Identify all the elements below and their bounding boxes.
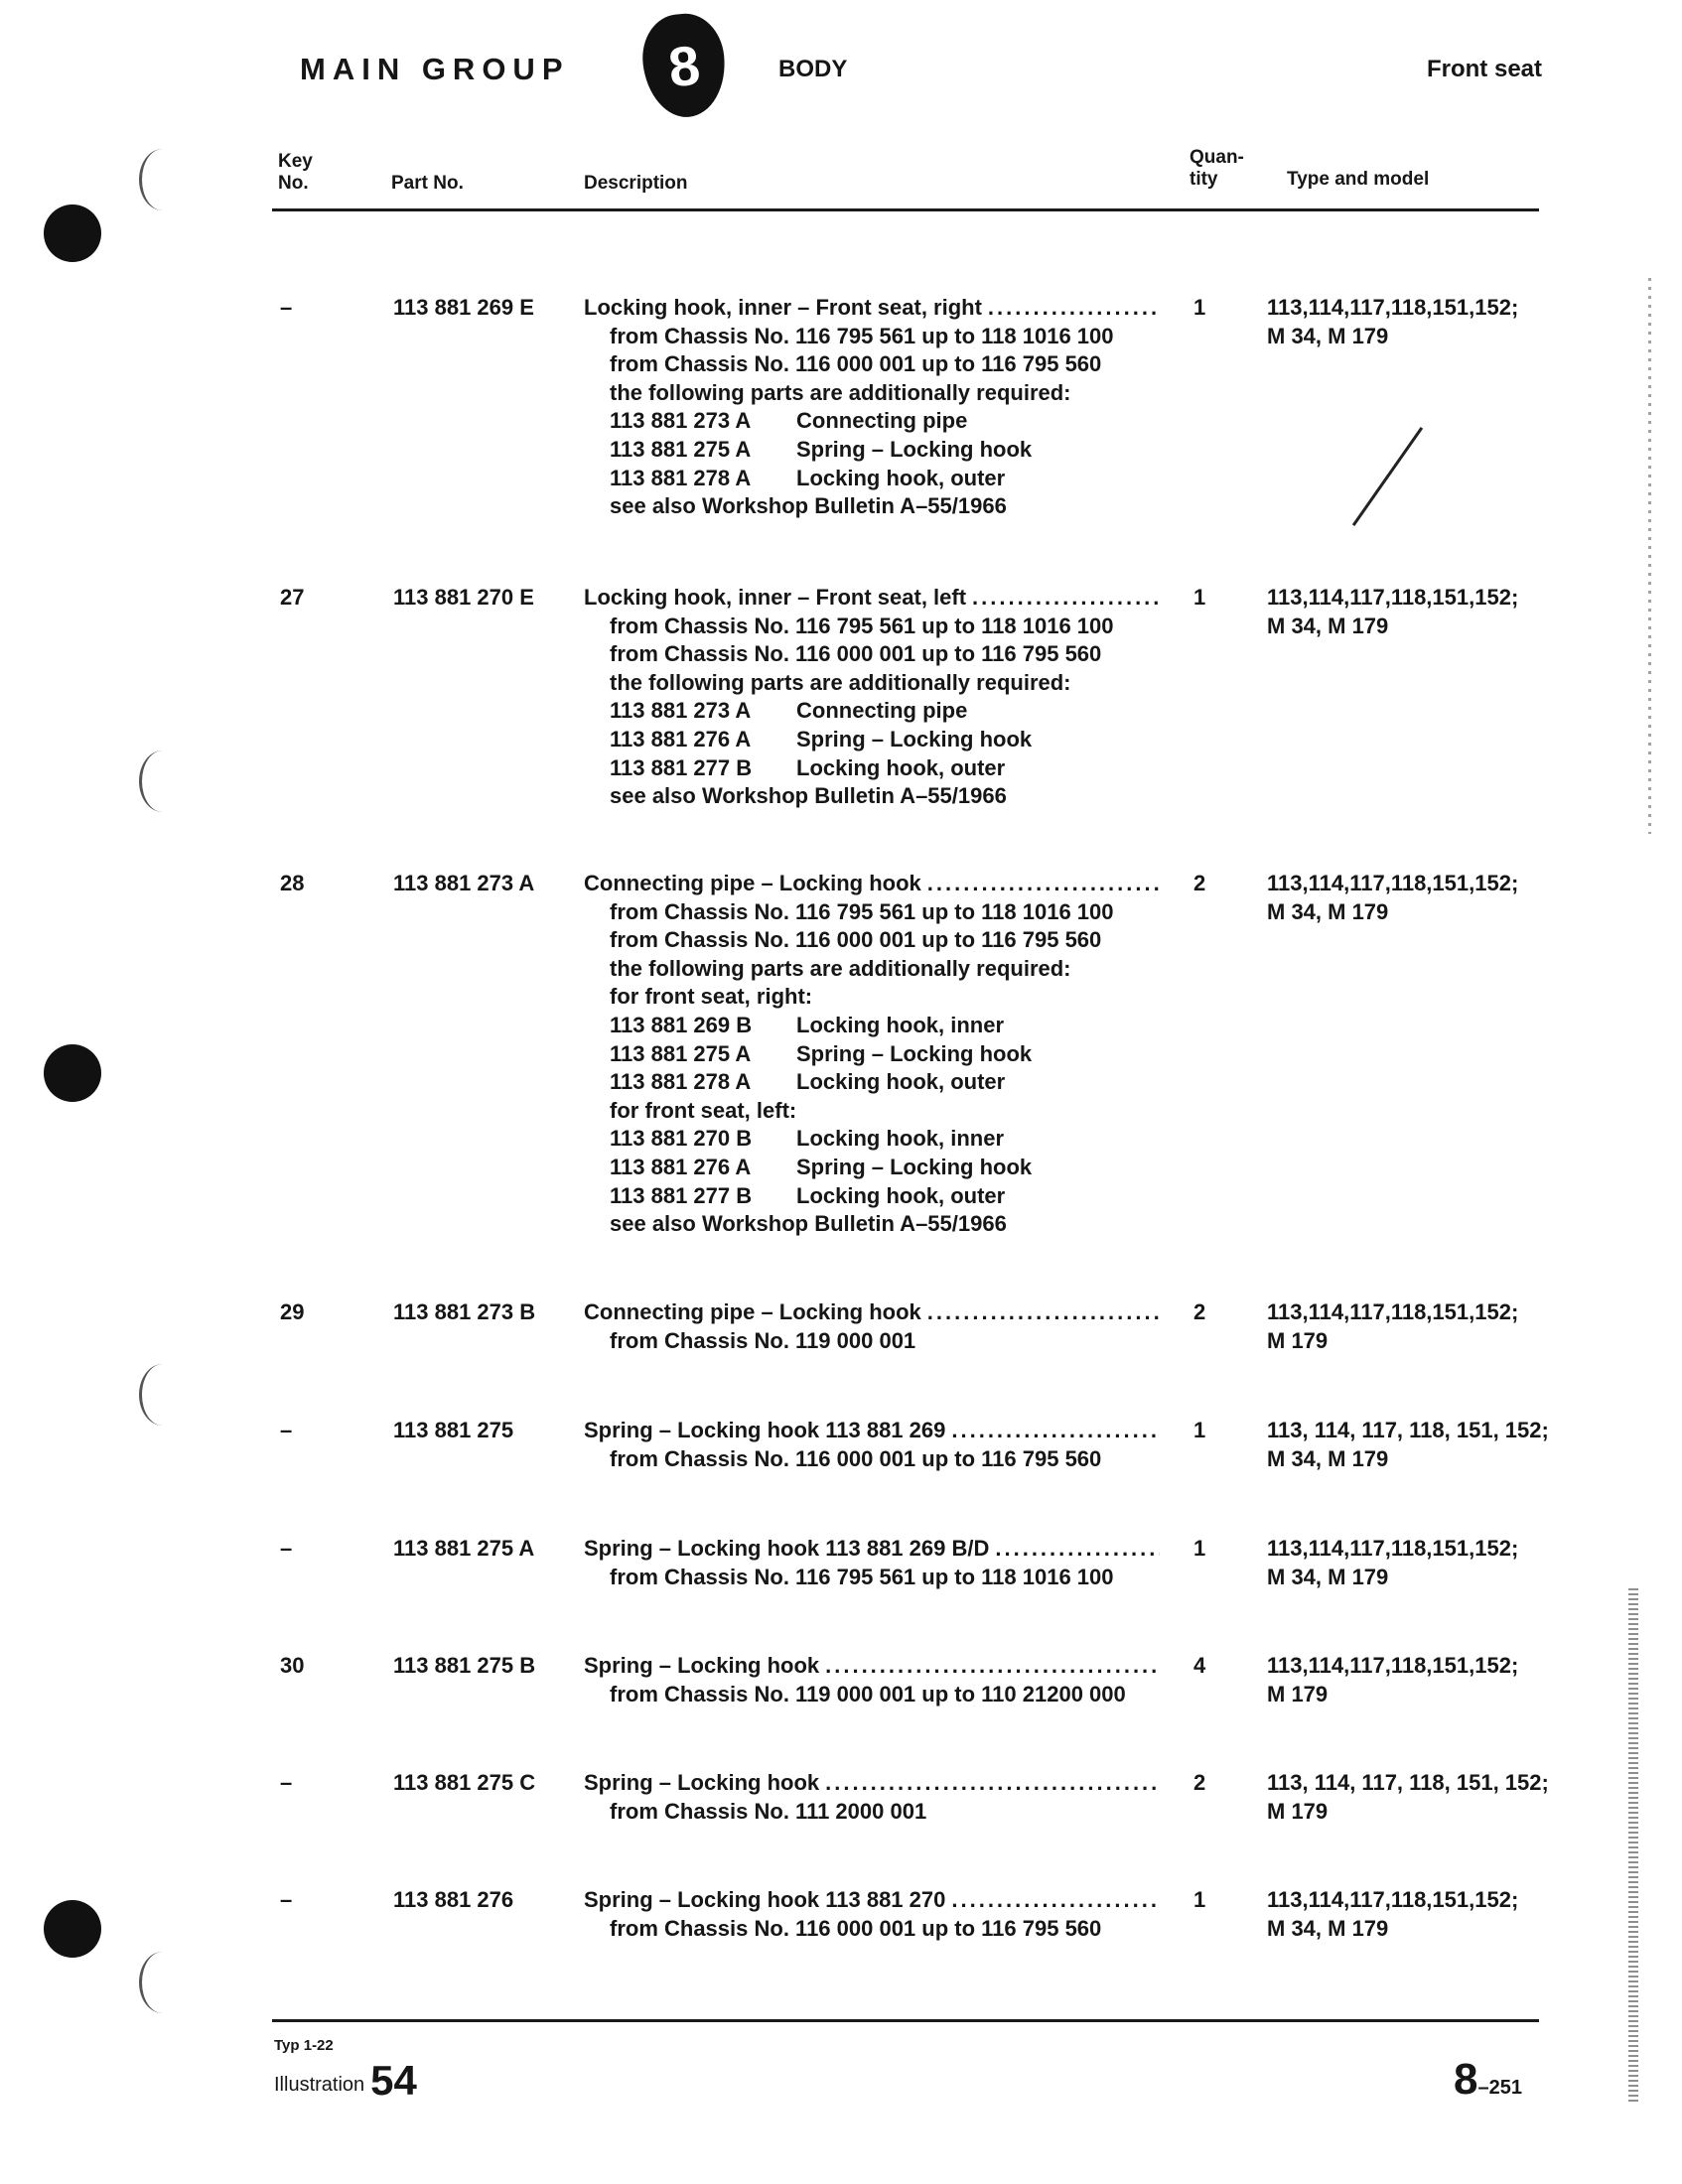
part-number: 113 881 269 E: [393, 295, 534, 320]
description-line: see also Workshop Bulletin A–55/1966: [610, 1211, 1007, 1237]
quantity: 1: [1193, 1536, 1206, 1561]
description: [584, 1886, 1160, 1943]
description-line: from Chassis No. 116 795 561 up to 118 1016 100: [610, 613, 1114, 638]
column-header-description: Description: [584, 173, 688, 194]
leader-dots: [988, 294, 1160, 323]
additional-part-description: Spring – Locking hook: [796, 1040, 1033, 1066]
column-header-part: Part No.: [391, 173, 464, 194]
additional-part-number: 113 881 275 A: [610, 436, 752, 462]
quantity: 2: [1193, 1770, 1206, 1795]
scan-noise: [1628, 1588, 1638, 2105]
additional-part-description: Locking hook, inner: [796, 1012, 1005, 1037]
description: [584, 584, 1160, 811]
description-title-line: [584, 294, 1160, 323]
part-number: 113 881 275 B: [393, 1653, 536, 1678]
description-title: Locking hook, inner – Front seat, left: [584, 585, 967, 610]
quantity: 2: [1193, 1299, 1206, 1324]
pen-mark: [1352, 427, 1423, 526]
additional-part-line: [584, 1012, 1160, 1040]
description: [584, 1769, 1160, 1826]
model-line: 113,114,117,118,151,152;: [1267, 871, 1519, 895]
description: [584, 870, 1160, 1239]
description-line: see also Workshop Bulletin A–55/1966: [610, 783, 1007, 809]
model-line: M 34, M 179: [1267, 1915, 1389, 1941]
description-line: from Chassis No. 116 000 001 up to 116 795 560: [610, 351, 1102, 377]
model-line: M 179: [1267, 1798, 1329, 1824]
column-header-quantity-line2: tity: [1190, 169, 1218, 190]
description-title-line: [584, 1652, 1160, 1681]
model-line: M 179: [1267, 1681, 1329, 1706]
description-line: from Chassis No. 116 000 001 up to 116 795 560: [610, 1445, 1102, 1471]
footer-illustration: [274, 2057, 417, 2105]
additional-part-description: Locking hook, outer: [796, 1069, 1006, 1095]
description-line: from Chassis No. 111 2000 001: [610, 1798, 927, 1824]
binder-ring-mark: [139, 751, 186, 812]
additional-part-line: [584, 436, 1160, 465]
additional-part-number: 113 881 277 B: [610, 754, 753, 780]
additional-part-description: Connecting pipe: [796, 698, 968, 724]
additional-part-line: [584, 754, 1160, 783]
group-name: BODY: [778, 56, 848, 82]
additional-part-description: Locking hook, outer: [796, 1182, 1006, 1208]
footer-rule: [272, 2019, 1539, 2022]
column-header-key-line2: No.: [278, 173, 309, 194]
model-line: M 34, M 179: [1267, 323, 1389, 348]
description: [584, 1535, 1160, 1591]
group-number-badge: 8: [638, 10, 730, 121]
additional-part-number: 113 881 278 A: [610, 465, 752, 490]
part-number: 113 881 275 A: [393, 1536, 535, 1561]
type-and-model: [1267, 1652, 1565, 1708]
leader-dots: [927, 1298, 1160, 1327]
description-title-line: [584, 870, 1160, 898]
model-line: M 34, M 179: [1267, 898, 1389, 924]
description-line: from Chassis No. 116 795 561 up to 118 1016 100: [610, 898, 1114, 924]
column-header-key: [278, 151, 313, 195]
model-line: 113, 114, 117, 118, 151, 152;: [1267, 1770, 1549, 1795]
scan-noise: [1648, 278, 1651, 834]
key-number: –: [280, 1887, 293, 1912]
description: [584, 1417, 1160, 1473]
description: [584, 1298, 1160, 1355]
additional-part-line: [584, 1068, 1160, 1097]
section-title: Front seat: [1426, 56, 1542, 82]
binder-ring-mark: [139, 1952, 186, 2013]
description-title-line: [584, 584, 1160, 613]
page-group: 8: [1454, 2055, 1478, 2104]
description-title-line: [584, 1417, 1160, 1445]
header-rule: [272, 208, 1539, 211]
leader-dots: [972, 584, 1160, 613]
column-header-quantity: [1190, 147, 1244, 191]
description-title-line: [584, 1769, 1160, 1798]
footer-type: Typ 1-22: [274, 2037, 334, 2054]
part-number: 113 881 275: [393, 1418, 514, 1442]
quantity: 1: [1193, 295, 1206, 320]
key-number: –: [280, 1536, 293, 1561]
quantity: 1: [1193, 1887, 1206, 1912]
model-line: 113,114,117,118,151,152;: [1267, 1887, 1519, 1912]
additional-part-line: [584, 1125, 1160, 1154]
description-title: Locking hook, inner – Front seat, right: [584, 295, 982, 320]
additional-part-line: [584, 726, 1160, 754]
key-number: 28: [280, 871, 305, 895]
key-number: –: [280, 1770, 293, 1795]
type-and-model: [1267, 584, 1565, 640]
additional-part-description: Spring – Locking hook: [796, 436, 1033, 462]
description-line: from Chassis No. 119 000 001: [610, 1327, 916, 1353]
quantity: 1: [1193, 585, 1206, 610]
additional-part-description: Locking hook, outer: [796, 465, 1006, 490]
description-title: Spring – Locking hook 113 881 270: [584, 1887, 946, 1912]
additional-part-line: [584, 1154, 1160, 1182]
key-number: –: [280, 1418, 293, 1442]
description-title-line: [584, 1535, 1160, 1564]
leader-dots: [951, 1417, 1160, 1445]
additional-part-line: [584, 407, 1160, 436]
additional-part-number: 113 881 273 A: [610, 408, 752, 434]
quantity: 4: [1193, 1653, 1206, 1678]
column-header-quantity-line1: Quan-: [1190, 147, 1244, 168]
main-group-heading: MAIN GROUP: [300, 52, 570, 86]
additional-part-line: [584, 1040, 1160, 1069]
model-line: 113,114,117,118,151,152;: [1267, 295, 1519, 320]
additional-part-number: 113 881 276 A: [610, 726, 752, 751]
leader-dots: [927, 870, 1160, 898]
additional-part-number: 113 881 275 A: [610, 1040, 752, 1066]
description-title: Connecting pipe – Locking hook: [584, 1299, 921, 1324]
description-line: from Chassis No. 119 000 001 up to 110 21200 000: [610, 1681, 1126, 1706]
leader-dots: [951, 1886, 1160, 1915]
description-title: Spring – Locking hook 113 881 269 B/D: [584, 1536, 990, 1561]
part-number: 113 881 275 C: [393, 1770, 536, 1795]
model-line: M 34, M 179: [1267, 1564, 1389, 1589]
type-and-model: [1267, 1298, 1565, 1355]
description-line: the following parts are additionally required:: [610, 955, 1071, 981]
binder-ring-mark: [139, 149, 186, 210]
key-number: –: [280, 295, 293, 320]
type-and-model: [1267, 1417, 1565, 1473]
additional-part-line: [584, 465, 1160, 493]
description: [584, 294, 1160, 521]
model-line: M 179: [1267, 1327, 1329, 1353]
description-line: for front seat, right:: [610, 984, 813, 1010]
description-title: Spring – Locking hook: [584, 1770, 820, 1795]
punch-hole: [44, 205, 101, 262]
description-line: from Chassis No. 116 000 001 up to 116 795 560: [610, 1915, 1102, 1941]
type-and-model: [1267, 870, 1565, 926]
column-header-key-line1: Key: [278, 151, 313, 172]
part-number: 113 881 270 E: [393, 585, 534, 610]
model-line: 113,114,117,118,151,152;: [1267, 1536, 1519, 1561]
description-line: from Chassis No. 116 795 561 up to 118 1016 100: [610, 323, 1114, 348]
key-number: 30: [280, 1653, 305, 1678]
model-line: 113,114,117,118,151,152;: [1267, 585, 1519, 610]
additional-part-line: [584, 1182, 1160, 1211]
punch-hole: [44, 1044, 101, 1102]
leader-dots: [995, 1535, 1160, 1564]
model-line: M 34, M 179: [1267, 613, 1389, 638]
additional-part-description: Connecting pipe: [796, 408, 968, 434]
description-line: the following parts are additionally required:: [610, 669, 1071, 695]
additional-part-number: 113 881 269 B: [610, 1012, 753, 1037]
quantity: 1: [1193, 1418, 1206, 1442]
description-title: Spring – Locking hook 113 881 269: [584, 1418, 946, 1442]
description-line: for front seat, left:: [610, 1097, 797, 1123]
additional-part-number: 113 881 277 B: [610, 1182, 753, 1208]
illustration-number: 54: [370, 2057, 417, 2104]
model-line: 113,114,117,118,151,152;: [1267, 1653, 1519, 1678]
type-and-model: [1267, 1535, 1565, 1591]
description-title-line: [584, 1886, 1160, 1915]
illustration-label: Illustration: [274, 2074, 365, 2096]
additional-part-number: 113 881 276 A: [610, 1154, 752, 1179]
additional-part-description: Locking hook, inner: [796, 1126, 1005, 1152]
quantity: 2: [1193, 871, 1206, 895]
type-and-model: [1267, 1886, 1565, 1943]
type-and-model: [1267, 294, 1565, 350]
description-title: Connecting pipe – Locking hook: [584, 871, 921, 895]
description-title-line: [584, 1298, 1160, 1327]
page-sub-number: –251: [1477, 2077, 1522, 2099]
description-line: from Chassis No. 116 000 001 up to 116 795 560: [610, 927, 1102, 953]
part-number: 113 881 273 B: [393, 1299, 536, 1324]
model-line: 113, 114, 117, 118, 151, 152;: [1267, 1418, 1549, 1442]
key-number: 27: [280, 585, 305, 610]
leader-dots: [825, 1652, 1160, 1681]
description-line: the following parts are additionally required:: [610, 379, 1071, 405]
description-line: see also Workshop Bulletin A–55/1966: [610, 493, 1007, 519]
type-and-model: [1267, 1769, 1565, 1826]
additional-part-number: 113 881 273 A: [610, 698, 752, 724]
part-number: 113 881 276: [393, 1887, 514, 1912]
additional-part-number: 113 881 270 B: [610, 1126, 753, 1152]
additional-part-number: 113 881 278 A: [610, 1069, 752, 1095]
model-line: M 34, M 179: [1267, 1445, 1389, 1471]
binder-ring-mark: [139, 1364, 186, 1426]
description-line: from Chassis No. 116 000 001 up to 116 795 560: [610, 641, 1102, 667]
page-number: [1454, 2055, 1522, 2105]
punch-hole: [44, 1900, 101, 1958]
leader-dots: [825, 1769, 1160, 1798]
part-number: 113 881 273 A: [393, 871, 535, 895]
additional-part-line: [584, 697, 1160, 726]
description-line: from Chassis No. 116 795 561 up to 118 1016 100: [610, 1564, 1114, 1589]
additional-part-description: Locking hook, outer: [796, 754, 1006, 780]
column-header-model: Type and model: [1287, 169, 1430, 190]
description-title: Spring – Locking hook: [584, 1653, 820, 1678]
description: [584, 1652, 1160, 1708]
additional-part-description: Spring – Locking hook: [796, 1154, 1033, 1179]
model-line: 113,114,117,118,151,152;: [1267, 1299, 1519, 1324]
additional-part-description: Spring – Locking hook: [796, 726, 1033, 751]
key-number: 29: [280, 1299, 305, 1324]
